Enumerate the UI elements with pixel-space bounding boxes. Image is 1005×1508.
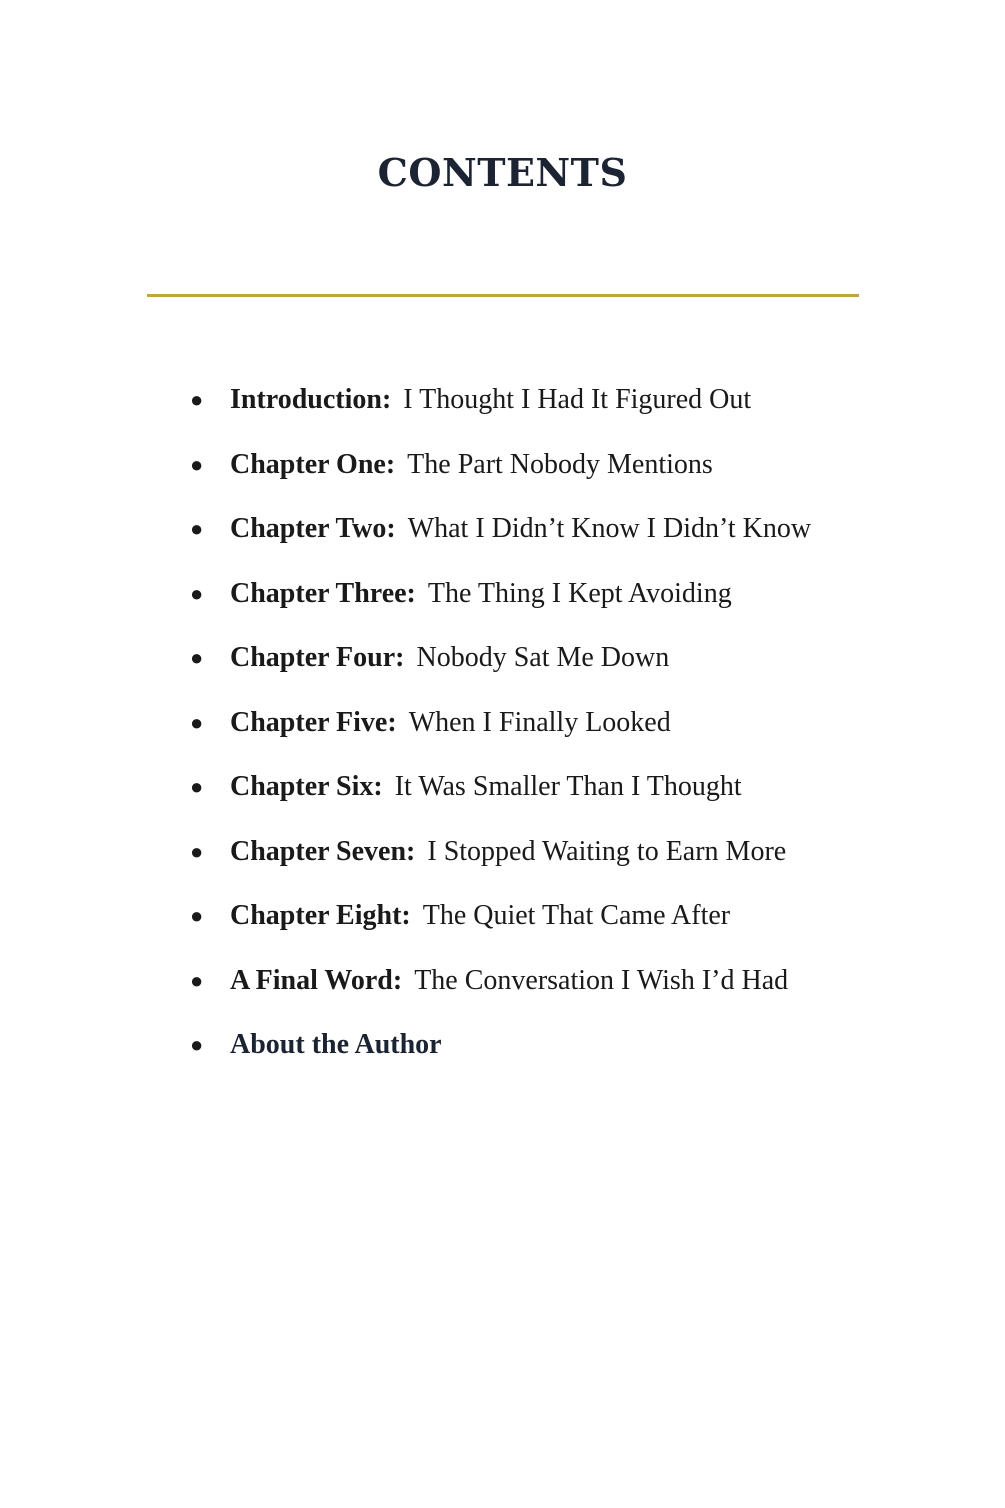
toc-item-title: What I Didn’t Know I Didn’t Know (407, 513, 812, 544)
bullet-icon: ● (190, 709, 204, 735)
toc-item-label: Chapter Two: (230, 513, 396, 544)
toc-item-title: The Thing I Kept Avoiding (427, 577, 732, 609)
toc-item-label: Chapter Eight: (230, 900, 411, 931)
toc-item-title: The Part Nobody Mentions (407, 448, 713, 480)
title-divider (147, 294, 859, 297)
toc-item-label: About the Author (230, 1029, 442, 1060)
toc-item-chapter-six[interactable] (190, 755, 870, 820)
toc-item-label: Chapter Three: (230, 577, 416, 609)
bullet-icon: ● (190, 516, 204, 541)
toc-item-title: I Thought I Had It Figured Out (403, 384, 752, 415)
toc-item-chapter-one[interactable] (190, 433, 870, 498)
toc-item-title: The Conversation I Wish I’d Had (414, 964, 789, 996)
toc-item-title: I Stopped Waiting to Earn More (427, 835, 787, 867)
toc-item-chapter-five[interactable] (190, 691, 870, 756)
table-of-contents (190, 368, 870, 1078)
bullet-icon: ● (190, 1032, 204, 1057)
bullet-icon: ● (190, 580, 204, 606)
toc-item-title: The Quiet That Came After (422, 900, 731, 931)
toc-item-label: Chapter One: (230, 448, 396, 480)
toc-item-label: Introduction: (230, 384, 392, 415)
toc-item-label: Chapter Four: (230, 642, 405, 673)
toc-item-introduction[interactable] (190, 368, 870, 433)
bullet-icon: ● (190, 967, 204, 993)
bullet-icon: ● (190, 451, 204, 477)
page-title: CONTENTS (377, 150, 628, 195)
toc-item-chapter-seven[interactable] (190, 820, 870, 885)
toc-item-final-word[interactable] (190, 949, 870, 1014)
toc-item-label: Chapter Seven: (230, 835, 416, 867)
toc-item-title: When I Finally Looked (408, 706, 671, 738)
bullet-icon: ● (190, 387, 204, 412)
toc-item-label: Chapter Five: (230, 706, 397, 738)
toc-item-chapter-four[interactable] (190, 626, 870, 691)
toc-item-chapter-two[interactable] (190, 497, 870, 562)
bullet-icon: ● (190, 774, 204, 799)
toc-item-about-the-author[interactable] (190, 1013, 870, 1078)
toc-item-chapter-three[interactable] (190, 562, 870, 627)
bullet-icon: ● (190, 645, 204, 670)
bullet-icon: ● (190, 903, 204, 928)
toc-item-title: It Was Smaller Than I Thought (394, 771, 742, 802)
toc-item-label: A Final Word: (230, 964, 403, 996)
bullet-icon: ● (190, 838, 204, 864)
toc-item-chapter-eight[interactable] (190, 884, 870, 949)
toc-item-label: Chapter Six: (230, 771, 383, 802)
toc-item-title: Nobody Sat Me Down (416, 642, 670, 673)
